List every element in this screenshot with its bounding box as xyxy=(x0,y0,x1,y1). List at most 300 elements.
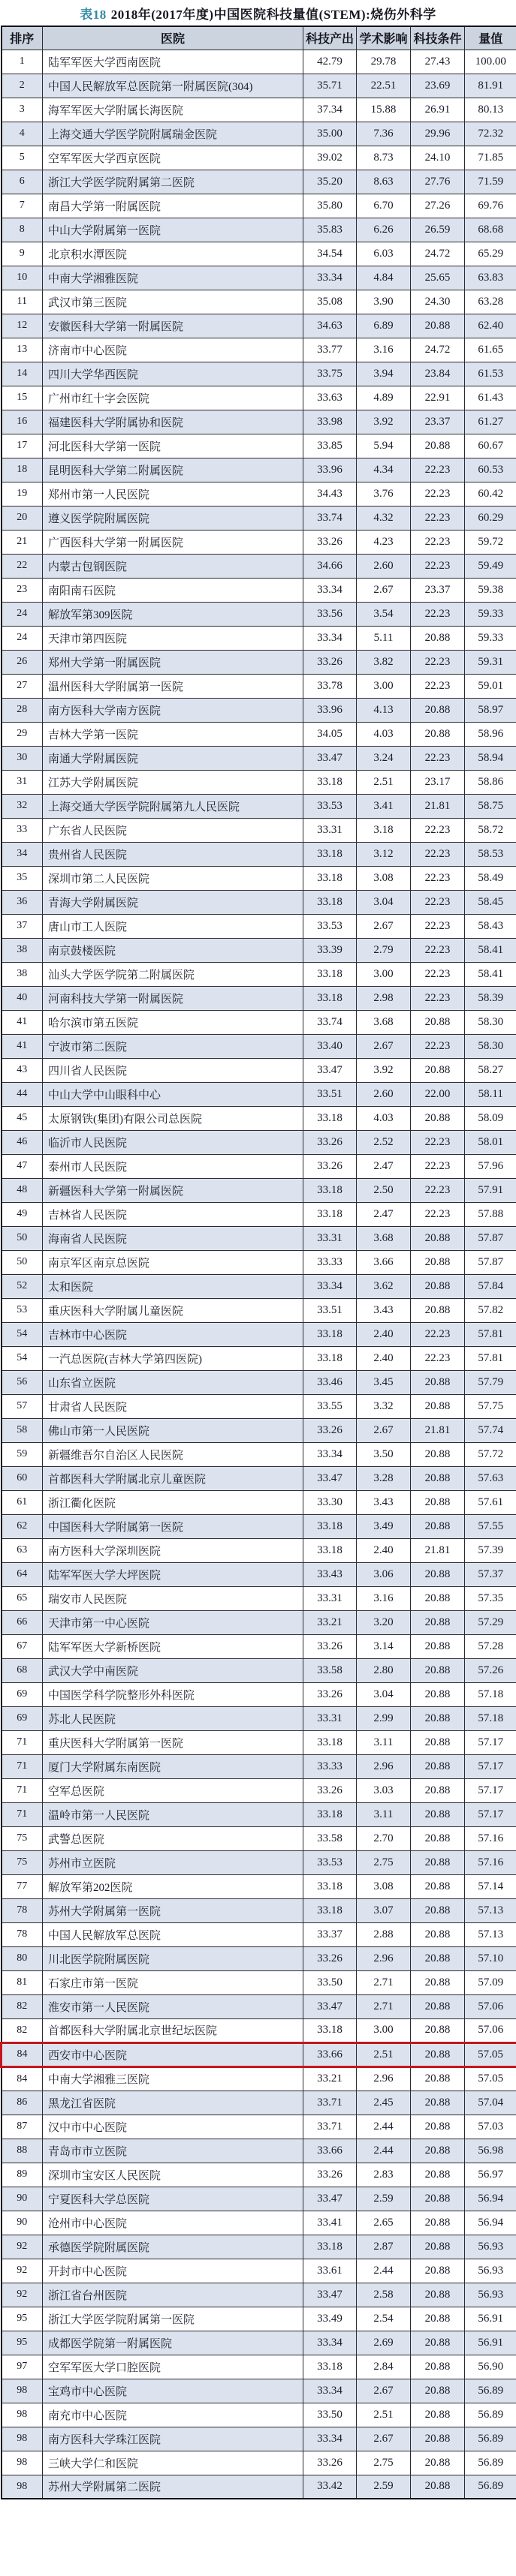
tech-output-cell: 33.66 xyxy=(303,2139,357,2163)
hospital-cell: 宁波市第二医院 xyxy=(43,1034,303,1058)
academic-impact-cell: 2.70 xyxy=(357,1826,411,1850)
tech-output-cell: 33.75 xyxy=(303,362,357,386)
total-value-cell: 57.37 xyxy=(465,1562,516,1586)
total-value-cell: 56.91 xyxy=(465,2331,516,2355)
tech-condition-cell: 20.88 xyxy=(411,2259,465,2283)
table-row xyxy=(2,2379,516,2403)
rank-cell: 45 xyxy=(2,1106,43,1130)
tech-output-cell: 33.18 xyxy=(303,1178,357,1202)
table-row xyxy=(2,1562,516,1586)
tech-output-cell: 33.18 xyxy=(303,842,357,866)
total-value-cell: 56.98 xyxy=(465,2139,516,2163)
academic-impact-cell: 29.78 xyxy=(357,50,411,74)
tech-condition-cell: 22.23 xyxy=(411,962,465,986)
hospital-cell: 四川大学华西医院 xyxy=(43,362,303,386)
tech-condition-cell: 26.91 xyxy=(411,98,465,122)
rank-cell: 98 xyxy=(2,2403,43,2427)
academic-impact-cell: 2.52 xyxy=(357,1130,411,1154)
hospital-cell: 厦门大学附属东南医院 xyxy=(43,1754,303,1778)
total-value-cell: 56.94 xyxy=(465,2187,516,2211)
total-value-cell: 61.27 xyxy=(465,410,516,434)
tech-output-cell: 33.47 xyxy=(303,1466,357,1490)
table-row xyxy=(2,1994,516,2018)
tech-condition-cell: 22.23 xyxy=(411,506,465,530)
tech-condition-cell: 22.23 xyxy=(411,746,465,770)
total-value-cell: 61.53 xyxy=(465,362,516,386)
academic-impact-cell: 2.44 xyxy=(357,2259,411,2283)
table-row xyxy=(2,2331,516,2355)
tech-condition-cell: 20.88 xyxy=(411,1394,465,1418)
academic-impact-cell: 5.94 xyxy=(357,434,411,458)
total-value-cell: 59.33 xyxy=(465,602,516,626)
total-value-cell: 56.97 xyxy=(465,2163,516,2187)
hospital-cell: 郑州大学第一附属医院 xyxy=(43,650,303,674)
tech-output-cell: 33.31 xyxy=(303,1706,357,1730)
tech-output-cell: 34.54 xyxy=(303,242,357,266)
academic-impact-cell: 2.96 xyxy=(357,1754,411,1778)
table-row xyxy=(2,1706,516,1730)
hospital-cell: 上海交通大学医学院附属瑞金医院 xyxy=(43,122,303,146)
rank-cell: 30 xyxy=(2,746,43,770)
academic-impact-cell: 2.84 xyxy=(357,2355,411,2379)
hospital-cell: 宁夏医科大学总医院 xyxy=(43,2187,303,2211)
academic-impact-cell: 2.96 xyxy=(357,1946,411,1970)
table-row xyxy=(2,314,516,338)
tech-output-cell: 33.78 xyxy=(303,674,357,698)
table-row xyxy=(2,1346,516,1370)
tech-output-cell: 33.55 xyxy=(303,1394,357,1418)
total-value-cell: 58.39 xyxy=(465,986,516,1010)
table-row xyxy=(2,722,516,746)
tech-condition-cell: 20.88 xyxy=(411,1442,465,1466)
tech-condition-cell: 22.23 xyxy=(411,482,465,506)
total-value-cell: 58.49 xyxy=(465,866,516,890)
total-value-cell: 57.75 xyxy=(465,1394,516,1418)
tech-output-cell: 33.18 xyxy=(303,1346,357,1370)
table-row xyxy=(2,2187,516,2211)
rank-cell: 7 xyxy=(2,194,43,218)
rank-cell: 86 xyxy=(2,2091,43,2115)
tech-condition-cell: 20.88 xyxy=(411,2018,465,2042)
hospital-cell: 广东省人民医院 xyxy=(43,818,303,842)
academic-impact-cell: 4.13 xyxy=(357,698,411,722)
total-value-cell: 57.79 xyxy=(465,1370,516,1394)
total-value-cell: 61.65 xyxy=(465,338,516,362)
total-value-cell: 57.04 xyxy=(465,2091,516,2115)
total-value-cell: 57.06 xyxy=(465,1994,516,2018)
table-row xyxy=(2,2403,516,2427)
tech-condition-cell: 20.88 xyxy=(411,2115,465,2139)
rank-cell: 75 xyxy=(2,1826,43,1850)
tech-output-cell: 33.26 xyxy=(303,650,357,674)
total-value-cell: 58.53 xyxy=(465,842,516,866)
total-value-cell: 58.30 xyxy=(465,1034,516,1058)
rank-cell: 82 xyxy=(2,2018,43,2042)
tech-output-cell: 35.00 xyxy=(303,122,357,146)
table-row xyxy=(2,1682,516,1706)
total-value-cell: 58.97 xyxy=(465,698,516,722)
academic-impact-cell: 3.16 xyxy=(357,338,411,362)
tech-condition-cell: 20.88 xyxy=(411,1754,465,1778)
rank-cell: 11 xyxy=(2,290,43,314)
rank-cell: 3 xyxy=(2,98,43,122)
academic-impact-cell: 2.40 xyxy=(357,1322,411,1346)
rank-cell: 53 xyxy=(2,1298,43,1322)
table-body xyxy=(2,50,516,2499)
table-row xyxy=(2,674,516,698)
table-row xyxy=(2,818,516,842)
table-row xyxy=(2,266,516,290)
table-row xyxy=(2,890,516,914)
column-header-total-value: 量值 xyxy=(465,26,516,50)
total-value-cell: 56.89 xyxy=(465,2379,516,2403)
rank-cell: 68 xyxy=(2,1658,43,1682)
tech-output-cell: 33.34 xyxy=(303,266,357,290)
rank-cell: 29 xyxy=(2,722,43,746)
rank-cell: 52 xyxy=(2,1274,43,1298)
rank-cell: 1 xyxy=(2,50,43,74)
tech-condition-cell: 20.88 xyxy=(411,698,465,722)
table-row xyxy=(2,1106,516,1130)
tech-condition-cell: 20.88 xyxy=(411,1490,465,1514)
academic-impact-cell: 3.00 xyxy=(357,674,411,698)
total-value-cell: 56.93 xyxy=(465,2235,516,2259)
hospital-cell: 吉林大学第一医院 xyxy=(43,722,303,746)
total-value-cell: 57.10 xyxy=(465,1946,516,1970)
hospital-cell: 中南大学湘雅医院 xyxy=(43,266,303,290)
hospital-cell: 哈尔滨市第五医院 xyxy=(43,1010,303,1034)
total-value-cell: 59.31 xyxy=(465,650,516,674)
total-value-cell: 57.09 xyxy=(465,1970,516,1994)
academic-impact-cell: 2.71 xyxy=(357,1994,411,2018)
table-row xyxy=(2,2018,516,2042)
tech-output-cell: 39.02 xyxy=(303,146,357,170)
total-value-cell: 59.72 xyxy=(465,530,516,554)
rank-cell: 59 xyxy=(2,1442,43,1466)
tech-condition-cell: 22.23 xyxy=(411,866,465,890)
academic-impact-cell: 2.59 xyxy=(357,2475,411,2499)
table-row xyxy=(2,1178,516,1202)
tech-output-cell: 33.18 xyxy=(303,2018,357,2042)
hospital-ranking-table xyxy=(0,26,516,2499)
table-row xyxy=(2,1298,516,1322)
academic-impact-cell: 3.43 xyxy=(357,1490,411,1514)
hospital-cell: 苏州市立医院 xyxy=(43,1850,303,1874)
rank-cell: 61 xyxy=(2,1490,43,1514)
total-value-cell: 57.96 xyxy=(465,1154,516,1178)
tech-output-cell: 33.18 xyxy=(303,770,357,794)
total-value-cell: 71.59 xyxy=(465,170,516,194)
rank-cell: 9 xyxy=(2,242,43,266)
academic-impact-cell: 3.11 xyxy=(357,1730,411,1754)
hospital-cell: 南通大学附属医院 xyxy=(43,746,303,770)
tech-condition-cell: 23.69 xyxy=(411,74,465,98)
total-value-cell: 57.17 xyxy=(465,1802,516,1826)
tech-output-cell: 33.26 xyxy=(303,1682,357,1706)
rank-cell: 38 xyxy=(2,938,43,962)
academic-impact-cell: 4.34 xyxy=(357,458,411,482)
academic-impact-cell: 3.68 xyxy=(357,1010,411,1034)
table-row xyxy=(2,50,516,74)
table-row xyxy=(2,1274,516,1298)
table-row xyxy=(2,2091,516,2115)
table-row xyxy=(2,2451,516,2475)
academic-impact-cell: 4.23 xyxy=(357,530,411,554)
rank-cell: 14 xyxy=(2,362,43,386)
tech-output-cell: 33.31 xyxy=(303,1226,357,1250)
tech-condition-cell: 22.23 xyxy=(411,914,465,938)
tech-condition-cell: 24.72 xyxy=(411,338,465,362)
hospital-cell: 深圳市宝安区人民医院 xyxy=(43,2163,303,2187)
tech-output-cell: 33.47 xyxy=(303,746,357,770)
total-value-cell: 57.17 xyxy=(465,1754,516,1778)
academic-impact-cell: 3.06 xyxy=(357,1562,411,1586)
total-value-cell: 62.40 xyxy=(465,314,516,338)
total-value-cell: 59.33 xyxy=(465,626,516,650)
academic-impact-cell: 2.87 xyxy=(357,2235,411,2259)
total-value-cell: 81.91 xyxy=(465,74,516,98)
total-value-cell: 58.75 xyxy=(465,794,516,818)
academic-impact-cell: 3.54 xyxy=(357,602,411,626)
academic-impact-cell: 3.18 xyxy=(357,818,411,842)
hospital-cell: 陆军军医大学大坪医院 xyxy=(43,1562,303,1586)
academic-impact-cell: 2.98 xyxy=(357,986,411,1010)
rank-cell: 32 xyxy=(2,794,43,818)
academic-impact-cell: 3.07 xyxy=(357,1898,411,1922)
academic-impact-cell: 3.49 xyxy=(357,1514,411,1538)
tech-output-cell: 33.85 xyxy=(303,434,357,458)
total-value-cell: 57.39 xyxy=(465,1538,516,1562)
total-value-cell: 57.29 xyxy=(465,1610,516,1634)
tech-condition-cell: 20.88 xyxy=(411,722,465,746)
academic-impact-cell: 2.51 xyxy=(357,2403,411,2427)
tech-condition-cell: 22.23 xyxy=(411,986,465,1010)
rank-cell: 69 xyxy=(2,1706,43,1730)
rank-cell: 50 xyxy=(2,1250,43,1274)
table-row xyxy=(2,1874,516,1898)
rank-cell: 98 xyxy=(2,2427,43,2451)
hospital-cell: 中国医学科学院整形外科医院 xyxy=(43,1682,303,1706)
tech-output-cell: 33.18 xyxy=(303,1514,357,1538)
academic-impact-cell: 2.67 xyxy=(357,2379,411,2403)
academic-impact-cell: 4.03 xyxy=(357,1106,411,1130)
hospital-cell: 重庆医科大学附属第一医院 xyxy=(43,1730,303,1754)
rank-cell: 8 xyxy=(2,218,43,242)
total-value-cell: 56.89 xyxy=(465,2403,516,2427)
rank-cell: 75 xyxy=(2,1850,43,1874)
academic-impact-cell: 2.40 xyxy=(357,1346,411,1370)
table-row xyxy=(2,1586,516,1610)
rank-cell: 40 xyxy=(2,986,43,1010)
rank-cell: 90 xyxy=(2,2187,43,2211)
total-value-cell: 56.91 xyxy=(465,2307,516,2331)
table-row xyxy=(2,242,516,266)
rank-cell: 95 xyxy=(2,2307,43,2331)
total-value-cell: 58.41 xyxy=(465,938,516,962)
table-row xyxy=(2,1730,516,1754)
academic-impact-cell: 2.99 xyxy=(357,1706,411,1730)
table-row xyxy=(2,842,516,866)
rank-cell: 38 xyxy=(2,962,43,986)
hospital-cell: 唐山市工人医院 xyxy=(43,914,303,938)
tech-condition-cell: 20.88 xyxy=(411,2331,465,2355)
column-header-rank: 排序 xyxy=(2,26,43,50)
rank-cell: 98 xyxy=(2,2475,43,2499)
academic-impact-cell: 3.03 xyxy=(357,1778,411,1802)
tech-condition-cell: 20.88 xyxy=(411,1970,465,1994)
table-row xyxy=(2,2163,516,2187)
column-header-tech-output: 科技产出 xyxy=(303,26,357,50)
tech-output-cell: 33.18 xyxy=(303,962,357,986)
highlighted-table-row xyxy=(2,2042,516,2067)
table-row xyxy=(2,290,516,314)
rank-cell: 71 xyxy=(2,1802,43,1826)
hospital-cell: 重庆医科大学附属儿童医院 xyxy=(43,1298,303,1322)
table-row xyxy=(2,1322,516,1346)
table-row xyxy=(2,1130,516,1154)
tech-condition-cell: 23.37 xyxy=(411,578,465,602)
academic-impact-cell: 3.00 xyxy=(357,2018,411,2042)
hospital-cell: 解放军第202医院 xyxy=(43,1874,303,1898)
rank-cell: 43 xyxy=(2,1058,43,1082)
rank-cell: 33 xyxy=(2,818,43,842)
academic-impact-cell: 3.14 xyxy=(357,1634,411,1658)
hospital-cell: 武汉大学中南医院 xyxy=(43,1658,303,1682)
academic-impact-cell: 3.04 xyxy=(357,890,411,914)
tech-output-cell: 33.71 xyxy=(303,2115,357,2139)
hospital-cell: 天津市第四医院 xyxy=(43,626,303,650)
hospital-cell: 苏州大学附属第二医院 xyxy=(43,2475,303,2499)
hospital-cell: 昆明医科大学第二附属医院 xyxy=(43,458,303,482)
hospital-cell: 温州医科大学附属第一医院 xyxy=(43,674,303,698)
table-row xyxy=(2,986,516,1010)
hospital-cell: 郑州市第一人民医院 xyxy=(43,482,303,506)
table-row xyxy=(2,1034,516,1058)
tech-condition-cell: 20.88 xyxy=(411,2379,465,2403)
table-row xyxy=(2,386,516,410)
table-row xyxy=(2,2475,516,2499)
rank-cell: 95 xyxy=(2,2331,43,2355)
table-row xyxy=(2,218,516,242)
hospital-cell: 首都医科大学附属北京儿童医院 xyxy=(43,1466,303,1490)
tech-output-cell: 37.34 xyxy=(303,98,357,122)
academic-impact-cell: 3.12 xyxy=(357,842,411,866)
hospital-cell: 空军军医大学西京医院 xyxy=(43,146,303,170)
total-value-cell: 71.85 xyxy=(465,146,516,170)
rank-cell: 36 xyxy=(2,890,43,914)
hospital-cell: 温岭市第一人民医院 xyxy=(43,1802,303,1826)
rank-cell: 4 xyxy=(2,122,43,146)
tech-output-cell: 33.18 xyxy=(303,1874,357,1898)
hospital-cell: 青海大学附属医院 xyxy=(43,890,303,914)
tech-output-cell: 33.47 xyxy=(303,2187,357,2211)
total-value-cell: 63.28 xyxy=(465,290,516,314)
total-value-cell: 57.87 xyxy=(465,1250,516,1274)
hospital-cell: 中山大学中山眼科中心 xyxy=(43,1082,303,1106)
tech-output-cell: 35.80 xyxy=(303,194,357,218)
hospital-cell: 浙江省台州医院 xyxy=(43,2283,303,2307)
tech-output-cell: 33.18 xyxy=(303,1730,357,1754)
total-value-cell: 58.94 xyxy=(465,746,516,770)
tech-condition-cell: 20.88 xyxy=(411,2235,465,2259)
tech-condition-cell: 20.88 xyxy=(411,1874,465,1898)
hospital-cell: 南方医科大学深圳医院 xyxy=(43,1538,303,1562)
total-value-cell: 57.63 xyxy=(465,1466,516,1490)
total-value-cell: 57.61 xyxy=(465,1490,516,1514)
hospital-cell: 空军军医大学口腔医院 xyxy=(43,2355,303,2379)
academic-impact-cell: 2.67 xyxy=(357,1034,411,1058)
rank-cell: 69 xyxy=(2,1682,43,1706)
table-row xyxy=(2,1154,516,1178)
table-row xyxy=(2,1058,516,1082)
academic-impact-cell: 2.88 xyxy=(357,1922,411,1946)
tech-condition-cell: 20.88 xyxy=(411,1922,465,1946)
tech-condition-cell: 27.76 xyxy=(411,170,465,194)
total-value-cell: 56.89 xyxy=(465,2451,516,2475)
tech-output-cell: 33.74 xyxy=(303,506,357,530)
table-row xyxy=(2,1610,516,1634)
table-row xyxy=(2,938,516,962)
tech-condition-cell: 20.88 xyxy=(411,2355,465,2379)
rank-cell: 98 xyxy=(2,2451,43,2475)
tech-output-cell: 33.18 xyxy=(303,1106,357,1130)
hospital-cell: 临沂市人民医院 xyxy=(43,1130,303,1154)
tech-condition-cell: 20.88 xyxy=(411,1850,465,1874)
academic-impact-cell: 2.67 xyxy=(357,2427,411,2451)
total-value-cell: 100.00 xyxy=(465,50,516,74)
table-row xyxy=(2,434,516,458)
tech-condition-cell: 26.59 xyxy=(411,218,465,242)
hospital-cell: 贵州省人民医院 xyxy=(43,842,303,866)
hospital-cell: 石家庄市第一医院 xyxy=(43,1970,303,1994)
academic-impact-cell: 6.70 xyxy=(357,194,411,218)
table-row xyxy=(2,1754,516,1778)
tech-condition-cell: 20.88 xyxy=(411,2067,465,2091)
tech-output-cell: 33.37 xyxy=(303,1922,357,1946)
total-value-cell: 57.13 xyxy=(465,1922,516,1946)
tech-condition-cell: 20.88 xyxy=(411,2091,465,2115)
hospital-cell: 中国医科大学附属第一医院 xyxy=(43,1514,303,1538)
tech-output-cell: 33.18 xyxy=(303,1538,357,1562)
tech-condition-cell: 20.88 xyxy=(411,1802,465,1826)
table-row xyxy=(2,74,516,98)
academic-impact-cell: 3.28 xyxy=(357,1466,411,1490)
academic-impact-cell: 3.90 xyxy=(357,290,411,314)
tech-output-cell: 33.34 xyxy=(303,2427,357,2451)
tech-output-cell: 35.20 xyxy=(303,170,357,194)
tech-condition-cell: 22.23 xyxy=(411,1154,465,1178)
academic-impact-cell: 2.44 xyxy=(357,2115,411,2139)
tech-condition-cell: 20.88 xyxy=(411,2163,465,2187)
academic-impact-cell: 8.73 xyxy=(357,146,411,170)
table-row xyxy=(2,1778,516,1802)
tech-condition-cell: 20.88 xyxy=(411,1466,465,1490)
rank-cell: 71 xyxy=(2,1754,43,1778)
hospital-cell: 黑龙江省医院 xyxy=(43,2091,303,2115)
tech-condition-cell: 20.88 xyxy=(411,1778,465,1802)
hospital-cell: 新疆医科大学第一附属医院 xyxy=(43,1178,303,1202)
rank-cell: 46 xyxy=(2,1130,43,1154)
rank-cell: 41 xyxy=(2,1034,43,1058)
table-row xyxy=(2,338,516,362)
hospital-cell: 安徽医科大学第一附属医院 xyxy=(43,314,303,338)
hospital-cell: 海军军医大学附属长海医院 xyxy=(43,98,303,122)
hospital-cell: 承德医学院附属医院 xyxy=(43,2235,303,2259)
total-value-cell: 57.16 xyxy=(465,1826,516,1850)
hospital-cell: 中山大学附属第一医院 xyxy=(43,218,303,242)
table-row xyxy=(2,962,516,986)
table-row xyxy=(2,866,516,890)
